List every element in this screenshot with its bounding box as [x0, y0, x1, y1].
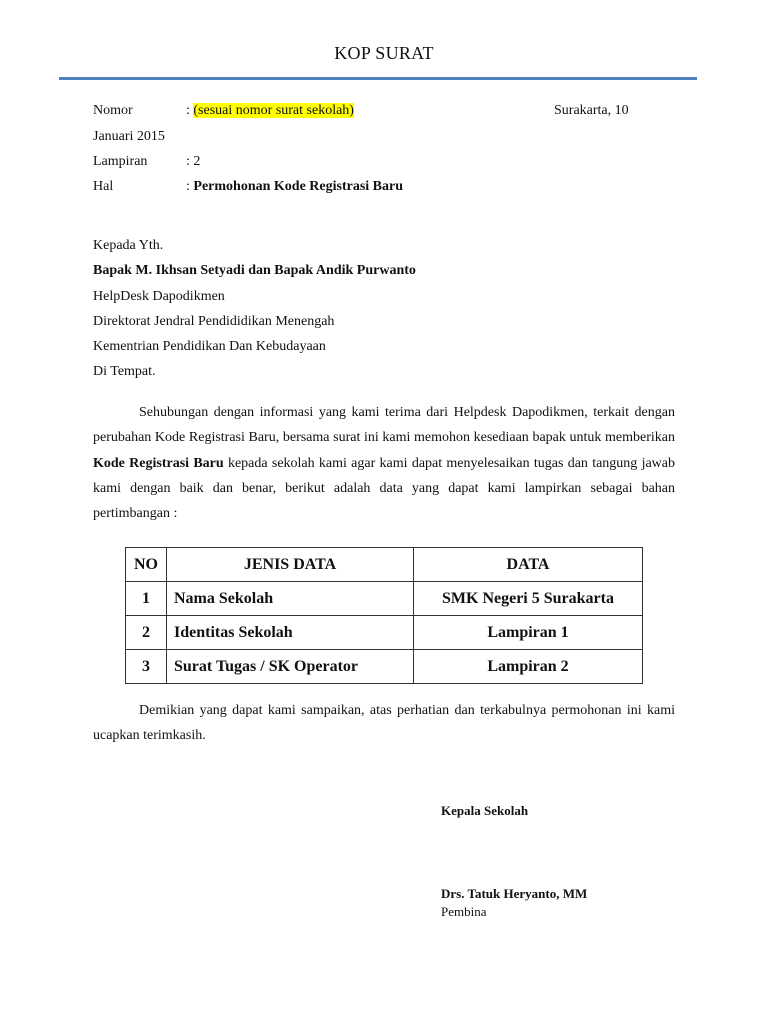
body-paragraph-1: [93, 400, 675, 526]
table-cell-no: 1: [126, 582, 167, 616]
table-header-row: [126, 548, 643, 582]
place-date-line2: Januari 2015: [93, 129, 165, 144]
table-cell-jenis: Surat Tugas / SK Operator: [167, 650, 414, 684]
letterhead-divider: [59, 77, 697, 80]
recipient-line2: Direktorat Jendral Pendididikan Menengah: [93, 314, 335, 329]
table-row: [126, 650, 643, 684]
body-p2: Demikian yang dapat kami sampaikan, atas perhatian dan terkabulnya permohonan ini kami ucapkan terimkasih.: [93, 703, 675, 744]
nomor-value-row: [186, 103, 354, 119]
table-cell-data: Lampiran 2: [414, 650, 643, 684]
nomor-value: (sesuai nomor surat sekolah): [193, 103, 354, 118]
body-paragraph-2: [93, 698, 675, 749]
table-cell-no: 3: [126, 650, 167, 684]
lampiran-colon: :: [186, 154, 190, 169]
hal-value-row: [186, 179, 403, 195]
lampiran-value: 2: [193, 154, 201, 169]
signature-rank: Pembina: [441, 904, 487, 919]
nomor-colon: :: [186, 103, 190, 118]
table-header-no: NO: [126, 548, 167, 582]
hal-label: Hal: [93, 179, 114, 194]
table-cell-data: Lampiran 1: [414, 616, 643, 650]
lampiran-label: Lampiran: [93, 154, 148, 169]
body-p1-bold: Kode Registrasi Baru: [93, 455, 224, 471]
table-cell-jenis: Nama Sekolah: [167, 582, 414, 616]
signature-name: Drs. Tatuk Heryanto, MM: [441, 886, 588, 901]
recipient-line1: HelpDesk Dapodikmen: [93, 289, 225, 304]
hal-value: Permohonan Kode Registrasi Baru: [193, 179, 403, 194]
data-table: [125, 547, 643, 684]
table-row: [126, 582, 643, 616]
recipient-greeting: Kepada Yth.: [93, 238, 164, 253]
recipient-name: Bapak M. Ikhsan Setyadi dan Bapak Andik Purwanto: [93, 263, 416, 278]
table-cell-no: 2: [126, 616, 167, 650]
nomor-label: Nomor: [93, 103, 133, 118]
recipient-line3: Kementrian Pendidikan Dan Kebudayaan: [93, 339, 326, 354]
place-date-line1: Surakarta, 10: [554, 103, 629, 118]
hal-colon: :: [186, 179, 190, 194]
recipient-line4: Di Tempat.: [93, 364, 156, 379]
table-header-jenis: JENIS DATA: [167, 548, 414, 582]
signature-position: Kepala Sekolah: [441, 803, 529, 818]
table-row: [126, 616, 643, 650]
body-p1-after: kepada sekolah kami agar kami dapat menyelesaikan tugas dan tangung jawab kami dengan baik dan benar, berikut adalah data yang dapat kami lampirkan sebagai bahan pertimbangan :: [93, 455, 676, 522]
table-cell-data: SMK Negeri 5 Surakarta: [414, 582, 643, 616]
body-p1-before: Sehubungan dengan informasi yang kami terima dari Helpdesk Dapodikmen, terkait dengan perubahan Kode Registrasi Baru, bersama surat ini kami memohon kesediaan bapak untuk memberikan: [93, 405, 675, 446]
table-cell-jenis: Identitas Sekolah: [167, 616, 414, 650]
table-header-data: DATA: [414, 548, 643, 582]
lampiran-value-row: [186, 154, 200, 170]
letterhead-title: KOP SURAT: [334, 43, 434, 63]
